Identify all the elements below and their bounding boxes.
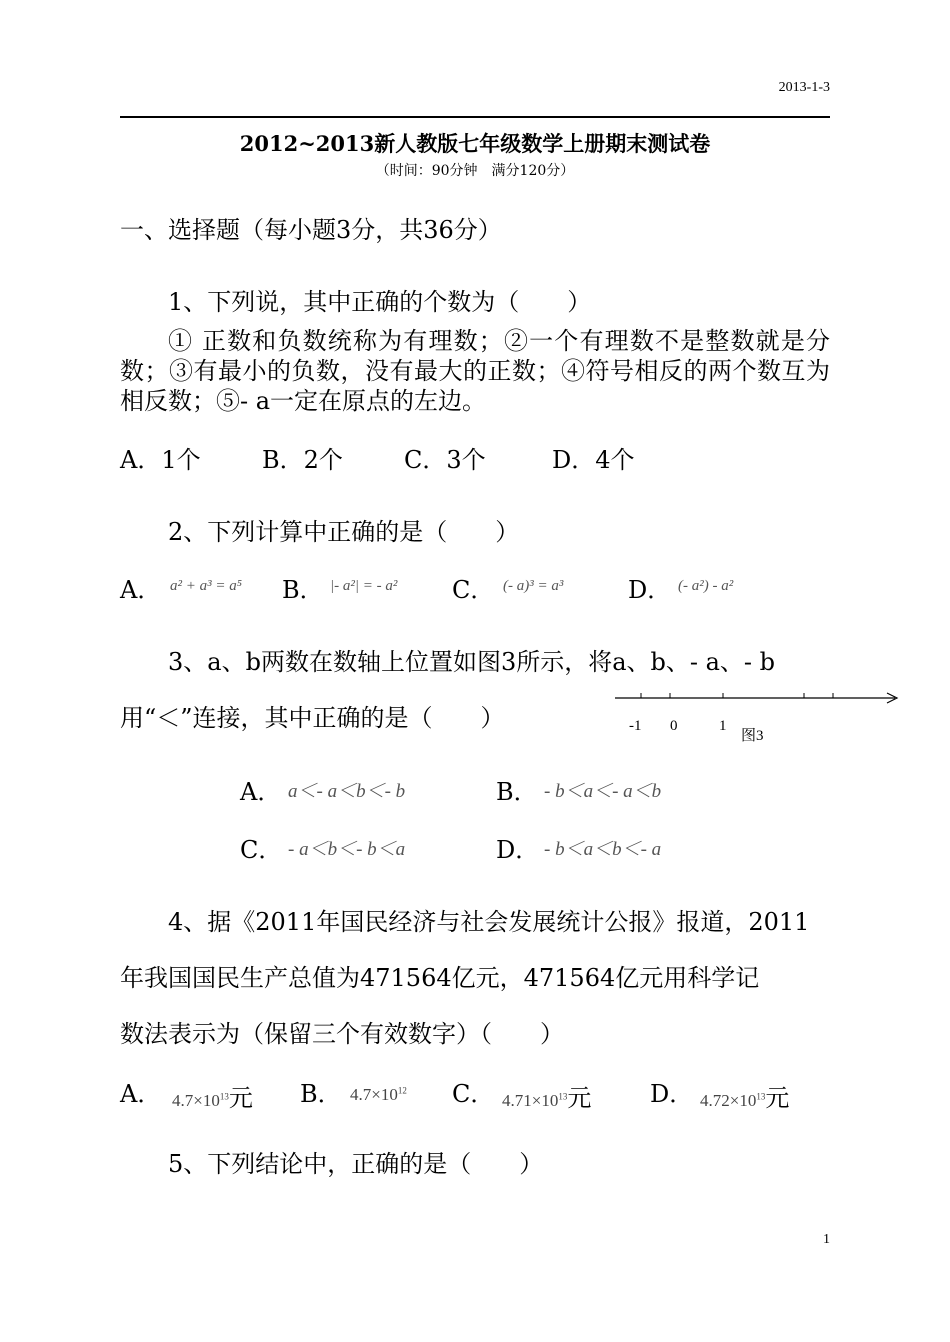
q5-stem: 5、下列结论中，正确的是（ ） (168, 1150, 544, 1178)
figure-caption: 图3 (741, 728, 764, 744)
q4-option-c-label: C． (452, 1080, 495, 1108)
q3-option-a-label: A． (240, 778, 282, 806)
q4-line3: 数法表示为（保留三个有效数字）（ ） (120, 1020, 564, 1048)
section-heading: 一、选择题（每小题3分，共36分） (120, 216, 502, 244)
header-date: 2013-1-3 (778, 80, 830, 95)
q1-stem: 1、下列说，其中正确的个数为（ ） (168, 288, 592, 316)
q1-option-b: B．2个 (262, 446, 343, 474)
number-line-figure (613, 688, 903, 748)
q1-option-a: A．1个 (120, 446, 201, 474)
q4-option-a-value: $4.7\times 10^{13}$元 (172, 1084, 253, 1112)
q1-body: ① 正数和负数统称为有理数；②一个有理数不是整数就是分数；③有最小的负数，没有最大的正数；④符号相反的两个数互为相反数；⑤- a一定在原点的左边。 (120, 327, 830, 415)
page-title: 2012~2013新人教版七年级数学上册期末测试卷 (239, 131, 711, 156)
q4-line1: 4、据《2011年国民经济与社会发展统计公报》报道，2011 (168, 908, 810, 936)
q4-option-d-label: D． (650, 1080, 694, 1108)
q3-stem-line2: 用“＜”连接，其中正确的是（ ） (120, 704, 505, 732)
tick-label-zero: 0 (670, 718, 678, 734)
q3-option-b-label: B． (496, 778, 538, 806)
q3-option-d-label: D． (496, 836, 540, 864)
q3-option-d-expr: - b＜a＜b＜- a (544, 839, 662, 860)
q4-option-a-label: A． (120, 1080, 162, 1108)
tick-label-one: 1 (719, 718, 727, 734)
header-rule (120, 116, 830, 118)
q4-option-c-value: $4.71\times 10^{13}$元 (502, 1084, 592, 1112)
q2-stem: 2、下列计算中正确的是（ ） (168, 518, 520, 546)
q1-option-c: C．3个 (404, 446, 486, 474)
q2-option-d-expr: (- a²) - a² (678, 578, 734, 594)
q3-stem-line1: 3、a、b两数在数轴上位置如图3所示，将a、b、- a、- b (168, 648, 776, 676)
q3-option-a-expr: a＜- a＜b＜- b (288, 781, 406, 802)
q3-option-c-label: C． (240, 836, 283, 864)
q2-option-a-expr: a² + a³ = a⁵ (170, 578, 242, 594)
q2-option-c-expr: (- a)³ = a³ (503, 578, 564, 594)
q3-option-b-expr: - b＜a＜- a＜b (544, 781, 662, 802)
q2-option-d-label: D． (628, 576, 672, 604)
q2-option-b-expr: |- a²| = - a² (330, 578, 398, 594)
q4-option-d-value: $4.72\times 10^{13}$元 (700, 1084, 790, 1112)
page-subtitle: （时间：90分钟 满分120分） (375, 163, 575, 179)
q2-option-c-label: C． (452, 576, 495, 604)
page-number: 1 (823, 1232, 830, 1247)
q4-line2: 年我国国民生产总值为471564亿元，471564亿元用科学记 (120, 964, 760, 992)
q4-option-b-label: B． (300, 1080, 342, 1108)
q3-option-c-expr: - a＜b＜- b＜a (288, 839, 406, 860)
tick-label-minus1: -1 (629, 718, 642, 734)
q1-option-d: D．4个 (552, 446, 635, 474)
q2-option-b-label: B． (282, 576, 324, 604)
q4-option-b-value: $4.7\times 10^{12}$ (350, 1085, 407, 1104)
q2-option-a-label: A． (120, 576, 162, 604)
